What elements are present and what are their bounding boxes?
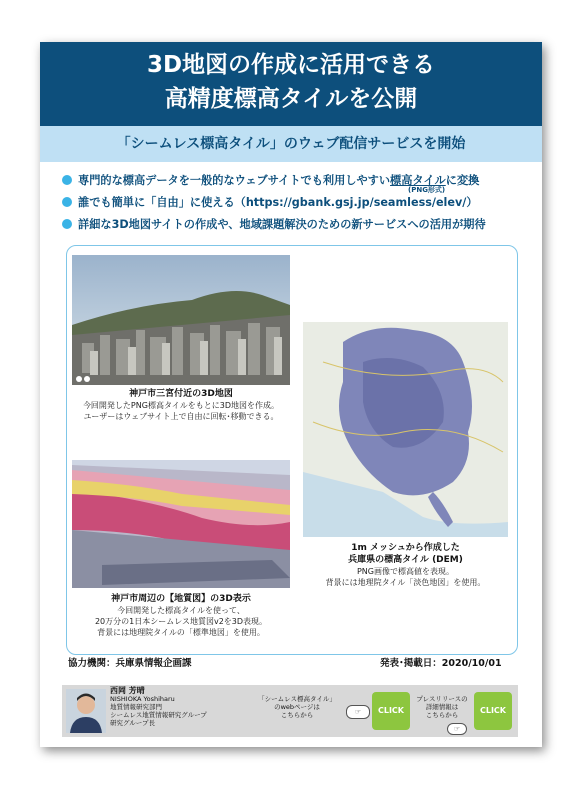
- hyogo-dem-caption-line2: 背景には地理院タイル「淡色地図」を使用。: [325, 578, 486, 587]
- png-format-note: (PNG形式): [408, 186, 446, 194]
- press-release-sheet: [40, 42, 542, 747]
- bullet-dot-icon: [62, 197, 72, 207]
- web-prompt-line2: のwebページは: [274, 703, 320, 711]
- geology-3d-caption-line3: 背景には地理院タイルの「標準地図」を使用。: [97, 628, 265, 637]
- person-info: [110, 687, 207, 727]
- person-name: 西岡 芳晴: [110, 686, 145, 695]
- person-name-en: NISHIOKA Yoshiharu: [110, 695, 175, 703]
- bullet-1-text: 専門的な標高データを一般的なウェブサイトでも利用しやすい: [78, 174, 391, 187]
- hyogo-dem-caption-title2: 兵庫県の標高タイル (DEM): [348, 555, 463, 565]
- web-prompt-line3: こちらから: [280, 711, 314, 719]
- page-title-line2: 高精度標高タイルを公開: [164, 86, 418, 112]
- bullet-3: [62, 216, 486, 232]
- bullet-dot-icon: [62, 175, 72, 185]
- bullet-2: [62, 194, 478, 210]
- pointing-hand-icon: ☞: [346, 705, 370, 719]
- hyogo-dem-map-image: [303, 322, 508, 537]
- geology-3d-image: [72, 460, 290, 588]
- kobe-3d-caption: [72, 388, 290, 422]
- bullet-dot-icon: [62, 219, 72, 229]
- geology-3d-caption-line2: 20万分の1日本シームレス地質図v2を3D表現。: [94, 617, 268, 626]
- contact-bar: [62, 685, 518, 737]
- subtitle-bar: 「シームレス標高タイル」のウェブ配信サービスを開始: [40, 126, 542, 162]
- press-release-prompt: [412, 695, 472, 719]
- kobe-3d-map-image: [72, 255, 290, 385]
- press-prompt-line2: 詳細情報は: [425, 703, 459, 711]
- pointing-hand-icon: ☞: [447, 723, 467, 735]
- bullet-2-text: 誰でも簡単に「自由」に使える（https://gbank.gsj.jp/seamless/elev/）: [78, 196, 478, 209]
- press-prompt-line1: プレスリリースの: [416, 695, 468, 703]
- kobe-3d-caption-line1: 今回開発したPNG標高タイルをもとに3D地図を作成。: [82, 401, 280, 410]
- hyogo-dem-caption-line1: PNG画像で標高値を表現。: [356, 567, 454, 576]
- kobe-3d-caption-title: 神戸市三宮付近の3D地図: [129, 389, 233, 399]
- web-page-click-button[interactable]: CLICK: [372, 692, 410, 730]
- elevation-tile-link[interactable]: 標高タイル: [390, 174, 446, 187]
- press-prompt-line3: こちらから: [425, 711, 459, 719]
- geology-3d-caption: [72, 593, 290, 638]
- geology-3d-caption-line1: 今回開発した標高タイルを使って、: [117, 606, 245, 615]
- page-title-line1: 3D地図の作成に活用できる: [146, 52, 436, 78]
- release-date: 発表･掲載日：2020/10/01: [380, 658, 502, 669]
- bullet-1-tail: に変換: [445, 174, 480, 187]
- person-role: 研究グループ長: [110, 719, 155, 727]
- bullet-3-text: 詳細な3D地図サイトの作成や、地域課題解決のための新サービスへの活用が期待: [78, 218, 486, 231]
- hyogo-dem-caption-title1: 1m メッシュから作成した: [351, 543, 460, 553]
- person-group: シームレス地質情報研究グループ: [110, 711, 207, 719]
- press-release-click-button[interactable]: CLICK: [474, 692, 512, 730]
- avatar: [66, 689, 106, 733]
- partner-org: 協力機関：兵庫県情報企画課: [68, 658, 192, 669]
- geology-3d-caption-title: 神戸市周辺の【地質図】の3D表示: [111, 594, 251, 604]
- kobe-3d-caption-line2: ユーザーはウェブサイト上で自由に回転･移動できる。: [83, 412, 279, 421]
- person-dept: 地質情報研究部門: [110, 703, 162, 711]
- web-prompt-line1: 「シームレス標高タイル」: [258, 695, 336, 703]
- title-banner: [40, 42, 542, 126]
- hyogo-dem-caption: [303, 542, 508, 588]
- web-page-prompt: [252, 695, 342, 719]
